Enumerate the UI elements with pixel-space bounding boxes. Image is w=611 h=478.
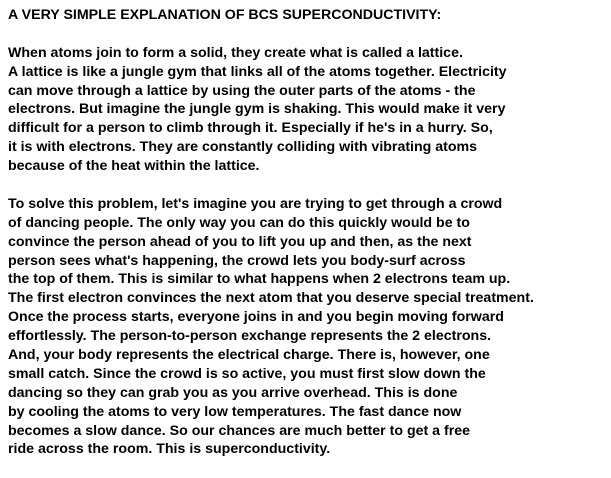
text-line: Once the process starts, everyone joins in and you begin moving forward [8, 309, 504, 326]
text-line: becomes a slow dance. So our chances are much better to get a free [8, 422, 471, 439]
document-title: A VERY SIMPLE EXPLANATION OF BCS SUPERCONDUCTIVITY: [8, 7, 442, 23]
paragraph-crowd-analogy [8, 195, 608, 478]
text-line: And, your body represents the electrical charge. There is, however, one [8, 347, 490, 364]
text-line: convince the person ahead of you to lift you up and then, as the next [8, 233, 472, 250]
text-line: the top of them. This is similar to what happens when 2 electrons team up. [8, 271, 511, 288]
text-line [8, 459, 608, 478]
text-line: effortlessly. The person-to-person exchange represents the 2 electrons. [8, 328, 492, 345]
text-line: difficult for a person to climb through it. Especially if he's in a hurry. So, [8, 120, 493, 137]
text-line: dancing so they can grab you as you arrive overhead. This is done [8, 384, 458, 401]
text-line: small catch. Since the crowd is so active, you must first slow down the [8, 365, 486, 382]
text-line: by cooling the atoms to very low temperatures. The fast dance now [8, 403, 462, 420]
text-line: can move through a lattice by using the outer parts of the atoms - the [8, 82, 476, 99]
document-body [8, 6, 608, 478]
text-line: person sees what's happening, the crowd lets you body-surf across [8, 252, 466, 269]
text-line: A lattice is like a jungle gym that links all of the atoms together. Electricity [8, 63, 507, 80]
text-line: it is with electrons. They are constantly colliding with vibrating atoms [8, 139, 478, 156]
text-line: The first electron convinces the next atom that you deserve special treatment. [8, 290, 534, 307]
paragraph-spacer [8, 176, 608, 195]
text-line: To solve this problem, let's imagine you are trying to get through a crowd [8, 195, 503, 212]
text-line: of dancing people. The only way you can do this quickly would be to [8, 214, 470, 231]
text-line: When atoms join to form a solid, they create what is called a lattice. [8, 44, 463, 61]
text-line: because of the heat within the lattice. [8, 158, 260, 175]
text-line: ride across the room. This is superconductivity. [8, 441, 331, 458]
paragraph-spacer [8, 25, 608, 44]
paragraph-lattice [8, 44, 608, 176]
text-line: electrons. But imagine the jungle gym is shaking. This would make it very [8, 101, 506, 118]
